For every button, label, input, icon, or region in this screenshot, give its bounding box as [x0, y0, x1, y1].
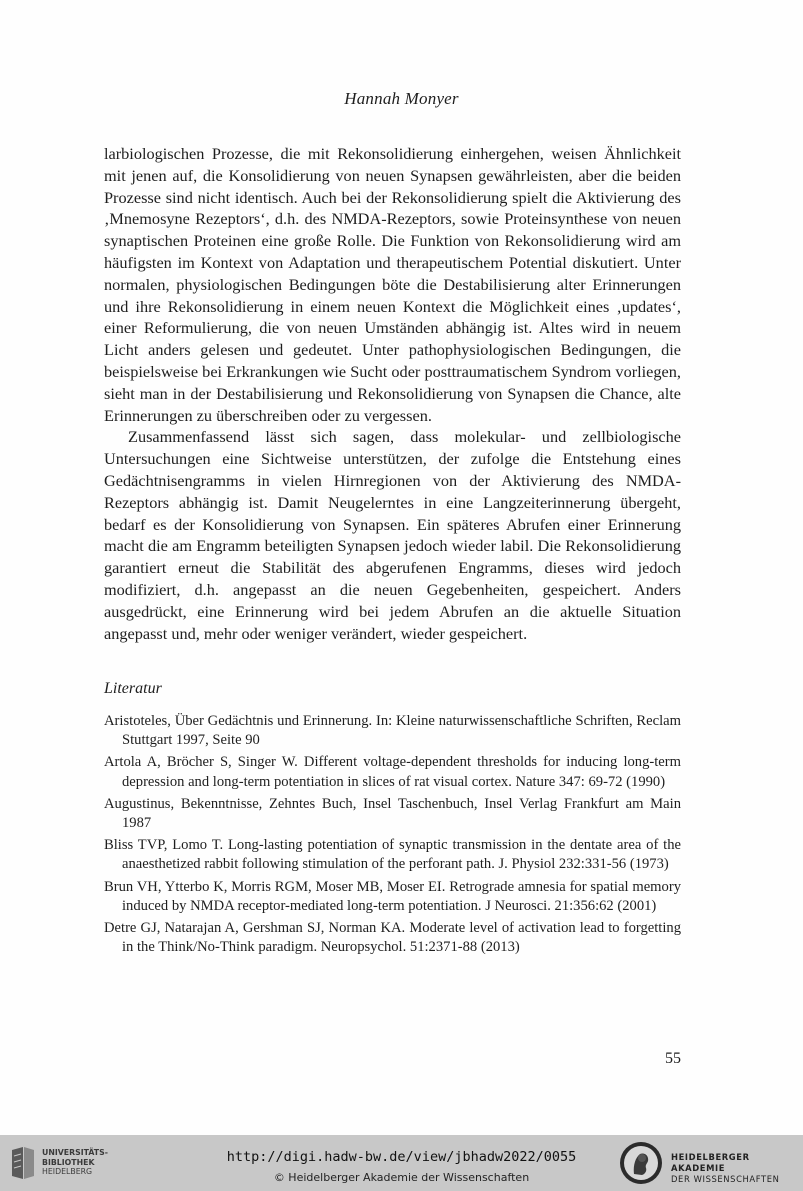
- literature-heading: Literatur: [104, 680, 162, 697]
- running-head-author: Hannah Monyer: [344, 89, 459, 108]
- reference-item: Augustinus, Bekenntnisse, Zehntes Buch, Insel Taschenbuch, Insel Verlag Frankfurt am Main 1987: [104, 795, 681, 832]
- academy-seal-icon: [618, 1140, 664, 1186]
- reference-item: Brun VH, Ytterbo K, Morris RGM, Moser MB, Moser EI. Retrograde amnesia for spatial memory induced by NMDA receptor-mediated long-term potentiation. J Neurosci. 21:356:62 (2001): [104, 878, 681, 914]
- document-url-link[interactable]: http://digi.hadw-bw.de/view/jbhadw2022/0055: [226, 1149, 577, 1165]
- academy-name: HEIDELBERGER AKADEMIE DER WISSENSCHAFTEN: [671, 1152, 780, 1184]
- reference-item: Aristoteles, Über Gedächtnis und Erinnerung. In: Kleine naturwissenschaftliche Schriften, Reclam Stuttgart 1997, Seite 90: [104, 713, 681, 749]
- paragraph: Zusammenfassend lässt sich sagen, dass molekular- und zellbiologische Untersuchungen eine Sichtweise unterstützen, der zufolge die Entstehung eines Gedächtnisengramms in vielen Hirnregionen von der Aktivierung des NMDA-Rezeptors abhängig ist. Damit Neugelerntes in eine Langzeiterinnerung übergeht, bedarf es der Konsolidierung von Synapsen. Ein späteres Abrufen einer Erinnerung macht die am Engramm beteiligten Synapsen jedoch wieder labil. Die Rekonsolidierung garantiert erneut die Stabilität des abgerufenen Engramms, dieses wird jedoch modifiziert, d.h. angepasst an die neuen Gegebenheiten, gespeichert. Anders ausgedrückt, eine Erinnerung wird bei jedem Abrufen an die aktuelle Situation angepasst und, mehr oder weniger verändert, wieder gespeichert.: [104, 427, 681, 643]
- page-number: 55: [665, 1050, 681, 1067]
- body-text: [104, 143, 681, 644]
- footer-bar: [0, 1135, 803, 1191]
- copyright-notice: © Heidelberger Akademie der Wissenschaften: [273, 1171, 530, 1184]
- university-library-name: UNIVERSITÄTS- BIBLIOTHEK HEIDELBERG: [42, 1148, 108, 1176]
- reference-item: Artola A, Bröcher S, Singer W. Different voltage-dependent thresholds for inducing long-term depression and long-term potentiation in slices of rat visual cortex. Nature 347: 69-72 (1990): [104, 754, 681, 790]
- reference-item: Detre GJ, Natarajan A, Gershman SJ, Norman KA. Moderate level of activation lead to forgetting in the Think/No-Think paradigm. Neuropsychol. 51:2371-88 (2013): [104, 920, 681, 956]
- paragraph: larbiologischen Prozesse, die mit Rekonsolidierung einhergehen, weisen Ähnlichkeit mit jenen auf, die Konsolidierung von neuen Synapsen gewährleisten, aber die beiden Prozesse sind nicht identisch. Auch bei der Rekonsolidierung spielt die Aktivierung des ‚Mnemosyne Rezeptors‘, d.h. des NMDA-Rezeptors, sowie Proteinsynthese von neuen synaptischen Proteinen eine große Rolle. Die Funktion von Rekonsolidierung wird am häufigsten im Kontext von Adaptation und therapeutischem Potential diskutiert. Unter normalen, physiologischen Bedingungen böte die Destabilisierung alter Erinnerungen und ihre Rekonsolidierung in einem neuen Kontext die Möglichkeit eines ‚updates‘, einer Reformulierung, die von neuen Umständen abhängig ist. Altes wird in neuem Licht anders gelesen und gedeutet. Unter pathophysiologischen Bedingungen, die beispielsweise bei Erkrankungen wie Sucht oder posttraumatischem Syndrom vorliegen, sieht man in der Destabilisierung und Rekonsolidierung von Synapsen die Chance, alte Erinnerungen zu überschreiben oder zu vergessen.: [104, 144, 681, 425]
- reference-item: Bliss TVP, Lomo T. Long-lasting potentiation of synaptic transmission in the dentate area of the anaesthetized rabbit following stimulation of the perforant path. J. Physiol 232:331-56 (1973): [104, 837, 681, 873]
- reference-list: [104, 712, 681, 960]
